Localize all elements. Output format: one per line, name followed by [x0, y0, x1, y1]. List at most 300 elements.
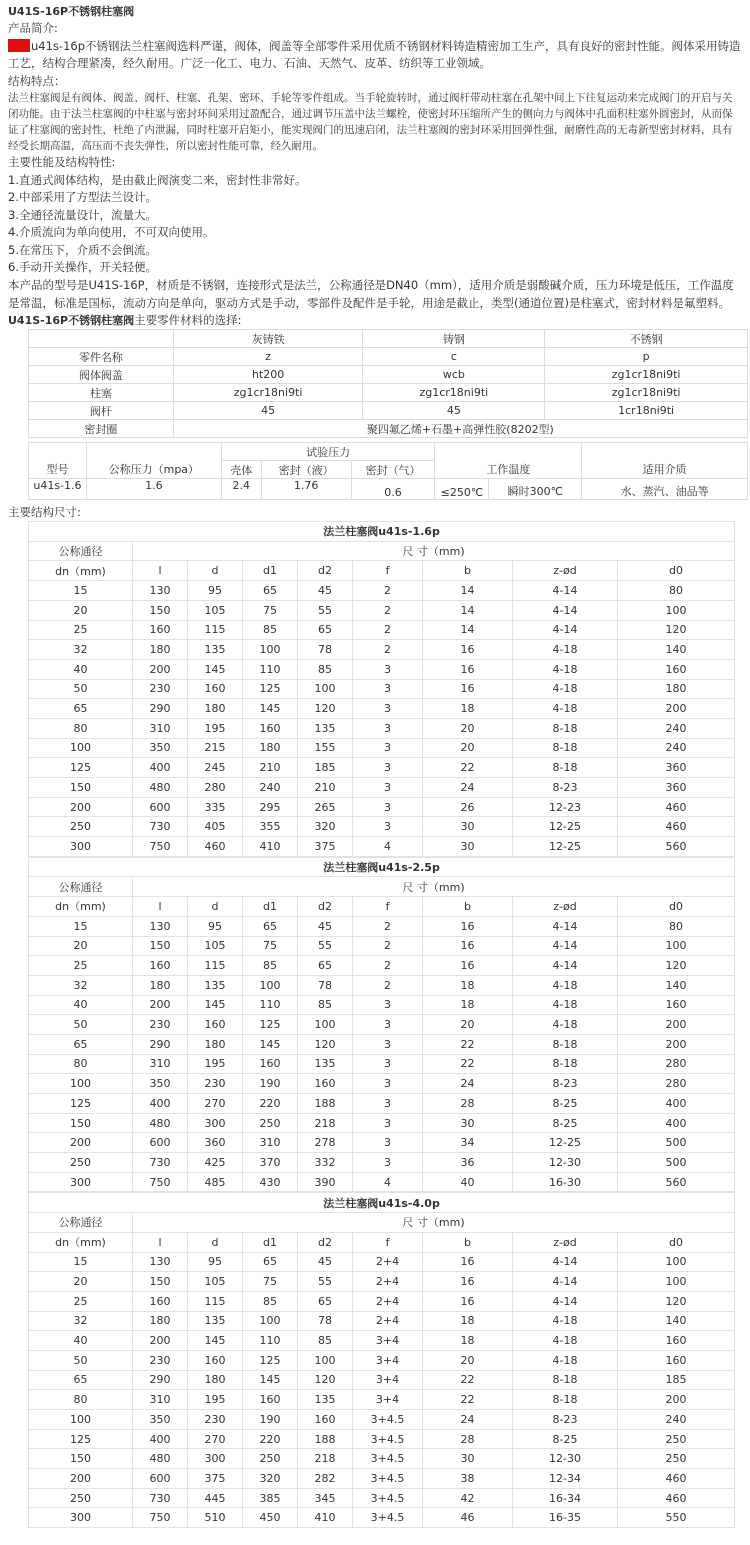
table-cell: dn（mm): [29, 897, 133, 917]
table-cell: 2: [353, 936, 423, 956]
table-row: [29, 600, 735, 620]
table-cell: 2: [353, 916, 423, 936]
table-cell: 8-25: [513, 1094, 618, 1114]
table-cell: 160: [133, 620, 188, 640]
table-cell: 80: [29, 1390, 133, 1410]
table-cell: 1.6: [86, 479, 221, 500]
table-cell: 230: [188, 1410, 243, 1430]
table-cell: wcb: [363, 366, 545, 384]
table-cell: 8-18: [513, 758, 618, 778]
table-cell: 150: [29, 778, 133, 798]
table-cell: 20: [423, 1015, 513, 1035]
dimension-tables: [28, 521, 734, 1528]
table-cell: 290: [133, 1370, 188, 1390]
table-cell: 65: [298, 956, 353, 976]
table-cell: 95: [188, 1252, 243, 1272]
table-cell: 25: [29, 620, 133, 640]
table-row: [29, 797, 735, 817]
table-cell: 105: [188, 936, 243, 956]
table-cell: 4-18: [513, 640, 618, 660]
table-cell: 36: [423, 1153, 513, 1173]
table-cell: 80: [618, 581, 735, 601]
table-cell: 尺 寸（mm): [133, 541, 735, 561]
table-title: 法兰柱塞阀u41s-4.0p: [29, 1193, 735, 1213]
table-cell: d0: [618, 897, 735, 917]
table-cell: 50: [29, 679, 133, 699]
table-cell: 730: [133, 1488, 188, 1508]
table-cell: 115: [188, 620, 243, 640]
table-cell: 55: [298, 936, 353, 956]
table-cell: 250: [29, 1488, 133, 1508]
table-cell: 200: [29, 797, 133, 817]
table-cell: 3: [353, 778, 423, 798]
table-row: [29, 366, 748, 384]
table-cell: 30: [423, 1449, 513, 1469]
intro-paragraph: [8, 38, 742, 73]
table-cell: 750: [133, 837, 188, 857]
table-cell: 335: [188, 797, 243, 817]
table-cell: 180: [188, 699, 243, 719]
table-cell: 105: [188, 600, 243, 620]
table-cell: 4-18: [513, 699, 618, 719]
table-cell: 3: [353, 758, 423, 778]
table-cell: 290: [133, 699, 188, 719]
table-cell: 公称通径: [29, 877, 133, 897]
table-cell: 135: [298, 718, 353, 738]
table-cell: l: [133, 1232, 188, 1252]
table-cell: 2.4: [221, 479, 261, 500]
table-cell: 8-23: [513, 1074, 618, 1094]
table-cell: 188: [298, 1094, 353, 1114]
table-cell: 410: [298, 1508, 353, 1528]
table-cell: 8-18: [513, 718, 618, 738]
table-cell: 250: [29, 817, 133, 837]
table-cell: d0: [618, 1232, 735, 1252]
table-cell: 250: [618, 1429, 735, 1449]
table-cell: 150: [133, 936, 188, 956]
table-cell: 730: [133, 1153, 188, 1173]
table-cell: 200: [133, 995, 188, 1015]
table-cell: 12-23: [513, 797, 618, 817]
table-cell: 28: [423, 1094, 513, 1114]
table-cell: 8-25: [513, 1113, 618, 1133]
table-cell: 32: [29, 975, 133, 995]
table-cell: 355: [243, 817, 298, 837]
table-cell: 125: [29, 1429, 133, 1449]
table-cell: 0.6: [351, 479, 435, 500]
table-cell: 15: [29, 916, 133, 936]
table-cell: 145: [188, 995, 243, 1015]
table-cell: 200: [29, 1133, 133, 1153]
table-row: [29, 1232, 735, 1252]
table-cell: 95: [188, 581, 243, 601]
table-cell: 42: [423, 1488, 513, 1508]
table-cell: 85: [298, 1331, 353, 1351]
table-cell: 瞬时300℃: [489, 479, 582, 500]
table-cell: zg1cr18ni9ti: [545, 366, 748, 384]
table-cell: 14: [423, 620, 513, 640]
table-cell: 100: [618, 936, 735, 956]
table-cell: 3: [353, 817, 423, 837]
table-cell: 50: [29, 1350, 133, 1370]
table-cell: 425: [188, 1153, 243, 1173]
table-cell: 铸钢: [363, 330, 545, 348]
table-cell: 3+4.5: [353, 1488, 423, 1508]
table-cell: 160: [618, 995, 735, 1015]
table-cell: 4-14: [513, 1291, 618, 1311]
feature-item: 5.在常压下，介质不会倒流。: [8, 242, 157, 257]
table-cell: 密封（气）: [351, 461, 435, 479]
table-cell: 3+4: [353, 1350, 423, 1370]
table-cell: 阀体阀盖: [29, 366, 174, 384]
table-cell: 370: [243, 1153, 298, 1173]
table-cell: 3+4: [353, 1331, 423, 1351]
table-cell: 8-25: [513, 1429, 618, 1449]
table-cell: 160: [618, 1350, 735, 1370]
table-row: [29, 581, 735, 601]
table-cell: 25: [29, 956, 133, 976]
table-cell: 78: [298, 975, 353, 995]
model-description: 本产品的型号是U41S-16P，材质是不锈钢，连接形式是法兰，公称通径是DN40（mm），适用介质是弱酸碱介质，压力环境是低压，工作温度是常温，标准是国标，流动方向是单向，驱动方式是手动，零部件及配件是手轮，用途是截止，类型(通道位置)是柱塞式，密封材料是氟塑料。: [8, 278, 734, 310]
table-cell: 3: [353, 1113, 423, 1133]
table-cell: b: [423, 1232, 513, 1252]
feature-item: 3.全通径流量设计，流量大。: [8, 207, 157, 222]
table-cell: 180: [133, 640, 188, 660]
table-cell: 120: [618, 1291, 735, 1311]
table-cell: 218: [298, 1449, 353, 1469]
feature-item: 1.直通式阀体结构，是由截止阀演变二来，密封性非常好。: [8, 172, 307, 187]
table-cell: 125: [29, 758, 133, 778]
table-cell: 40: [423, 1172, 513, 1192]
table-row: [29, 877, 735, 897]
table-cell: 250: [618, 1449, 735, 1469]
table-cell: 135: [188, 1311, 243, 1331]
table-cell: 240: [618, 718, 735, 738]
table-row: [29, 1213, 735, 1233]
table-cell: 460: [618, 817, 735, 837]
material-label: [8, 312, 742, 329]
table-cell: f: [353, 561, 423, 581]
table-row: [29, 897, 735, 917]
table-cell: 135: [188, 640, 243, 660]
table-cell: 2+4: [353, 1311, 423, 1331]
table-row: [29, 936, 735, 956]
table-cell: 410: [243, 837, 298, 857]
table-cell: 115: [188, 956, 243, 976]
dims-label: 主要结构尺寸:: [8, 505, 81, 520]
material-label-rest: 主要零件材料的选择:: [134, 313, 242, 328]
table-cell: 16: [423, 1272, 513, 1292]
table-cell: 40: [29, 995, 133, 1015]
table-row: [29, 1291, 735, 1311]
table-cell: 210: [298, 778, 353, 798]
table-cell: 16: [423, 936, 513, 956]
table-cell: 160: [243, 1054, 298, 1074]
table-cell: 135: [298, 1054, 353, 1074]
table-cell: 40: [29, 1331, 133, 1351]
table-cell: 16: [423, 916, 513, 936]
table-cell: 100: [243, 640, 298, 660]
table-cell: 160: [133, 956, 188, 976]
table-cell: 20: [423, 718, 513, 738]
dimension-table: [28, 1192, 735, 1528]
table-cell: 310: [133, 718, 188, 738]
table-cell: 75: [243, 936, 298, 956]
table-cell: dn（mm): [29, 561, 133, 581]
table-cell: 密封圈: [29, 420, 174, 438]
table-cell: 4-18: [513, 1311, 618, 1331]
table-cell: 210: [243, 758, 298, 778]
table-cell: 4-18: [513, 1015, 618, 1035]
table-cell: 360: [618, 758, 735, 778]
table-cell: 3: [353, 659, 423, 679]
table-cell: 4: [353, 1172, 423, 1192]
table-cell: 230: [133, 1015, 188, 1035]
table-cell: 400: [618, 1113, 735, 1133]
table-cell: 125: [29, 1094, 133, 1114]
table-cell: 310: [243, 1133, 298, 1153]
table-cell: 145: [243, 1370, 298, 1390]
table-cell: 18: [423, 995, 513, 1015]
table-cell: [435, 443, 582, 461]
table-cell: 125: [243, 1015, 298, 1035]
table-cell: 145: [188, 659, 243, 679]
table-cell: 适用介质: [582, 461, 748, 479]
table-cell: 100: [243, 975, 298, 995]
table-cell: 3+4.5: [353, 1508, 423, 1528]
table-row: [29, 1488, 735, 1508]
table-cell: 130: [133, 916, 188, 936]
table-cell: d1: [243, 1232, 298, 1252]
table-cell: 3+4.5: [353, 1429, 423, 1449]
table-cell: 8-23: [513, 778, 618, 798]
table-row: [29, 402, 748, 420]
table-cell: 3: [353, 1034, 423, 1054]
table-row: [29, 1252, 735, 1272]
table-cell: 460: [618, 1469, 735, 1489]
table-cell: 16: [423, 1252, 513, 1272]
table-row: [29, 1054, 735, 1074]
table-cell: 12-25: [513, 1133, 618, 1153]
material-table: [28, 329, 748, 438]
table-row: [29, 620, 735, 640]
table-cell: 3: [353, 1015, 423, 1035]
table-cell: 4: [353, 837, 423, 857]
table-cell: 100: [298, 1350, 353, 1370]
table-cell: 160: [188, 1350, 243, 1370]
table-cell: 阀杆: [29, 402, 174, 420]
table-cell: 195: [188, 1390, 243, 1410]
table-cell: 65: [29, 1370, 133, 1390]
table-cell: 300: [188, 1113, 243, 1133]
intro-heading: 产品简介:: [8, 21, 58, 35]
table-cell: 4-18: [513, 679, 618, 699]
table-cell: 4-14: [513, 1272, 618, 1292]
table-cell: 230: [133, 679, 188, 699]
features-list: [8, 172, 742, 278]
table-cell: 230: [133, 1350, 188, 1370]
table-cell: 240: [618, 1410, 735, 1430]
table-cell: 240: [618, 738, 735, 758]
table-cell: 工作温度: [435, 461, 582, 479]
table-cell: 30: [423, 1113, 513, 1133]
table-cell: 3+4: [353, 1370, 423, 1390]
table-cell: 16-35: [513, 1508, 618, 1528]
table-row: [29, 640, 735, 660]
table-cell: 200: [618, 1015, 735, 1035]
table-cell: 85: [298, 995, 353, 1015]
table-cell: z-ød: [513, 1232, 618, 1252]
table-cell: 160: [188, 1015, 243, 1035]
table-cell: 4-18: [513, 1331, 618, 1351]
table-cell: 20: [423, 738, 513, 758]
table-cell: 215: [188, 738, 243, 758]
table-cell: 100: [618, 600, 735, 620]
table-cell: l: [133, 897, 188, 917]
table-cell: d: [188, 561, 243, 581]
table-cell: 120: [618, 620, 735, 640]
table-cell: 4-14: [513, 1252, 618, 1272]
table-cell: 140: [618, 975, 735, 995]
table-cell: 46: [423, 1508, 513, 1528]
table-cell: 195: [188, 1054, 243, 1074]
table-cell: b: [423, 897, 513, 917]
table-cell: z-ød: [513, 897, 618, 917]
table-cell: 310: [133, 1390, 188, 1410]
table-cell: 278: [298, 1133, 353, 1153]
table-cell: d2: [298, 897, 353, 917]
table-cell: 100: [29, 1074, 133, 1094]
table-cell: 80: [29, 1054, 133, 1074]
table-row: [29, 1094, 735, 1114]
table-cell: 55: [298, 600, 353, 620]
table-cell: 270: [188, 1429, 243, 1449]
table-title: 法兰柱塞阀u41s-1.6p: [29, 522, 735, 542]
table-cell: 45: [173, 402, 363, 420]
table-row: [29, 1272, 735, 1292]
table-cell: 160: [298, 1074, 353, 1094]
table-cell: 20: [29, 1272, 133, 1292]
table-cell: 16: [423, 640, 513, 660]
table-cell: 200: [618, 699, 735, 719]
table-cell: 180: [133, 975, 188, 995]
table-cell: 2: [353, 975, 423, 995]
table-cell: 65: [243, 1252, 298, 1272]
product-title: U41S-16P不锈钢柱塞阀: [8, 5, 135, 18]
table-cell: 3: [353, 1153, 423, 1173]
feature-item: 2.中部采用了方型法兰设计。: [8, 190, 157, 205]
table-cell: 4-14: [513, 620, 618, 640]
table-cell: 55: [298, 1272, 353, 1292]
table-cell: 400: [133, 758, 188, 778]
table-row: [29, 1113, 735, 1133]
table-cell: 290: [133, 1034, 188, 1054]
table-cell: 160: [298, 1410, 353, 1430]
table-cell: 20: [29, 936, 133, 956]
table-cell: 2+4: [353, 1252, 423, 1272]
table-cell: 180: [188, 1034, 243, 1054]
table-cell: 300: [29, 837, 133, 857]
table-cell: 65: [243, 581, 298, 601]
table-cell: 460: [618, 1488, 735, 1508]
table-cell: 320: [243, 1469, 298, 1489]
table-cell: u41s-1.6: [29, 479, 87, 500]
table-cell: 65: [29, 1034, 133, 1054]
table-cell: 280: [188, 778, 243, 798]
table-cell: 20: [423, 1350, 513, 1370]
table-cell: c: [363, 348, 545, 366]
table-cell: 120: [298, 1370, 353, 1390]
table-cell: zg1cr18ni9ti: [363, 384, 545, 402]
table-cell: 14: [423, 600, 513, 620]
feature-item: 6.手动开关操作，开关轻便。: [8, 260, 157, 275]
table-cell: 320: [298, 817, 353, 837]
table-cell: 公称通径: [29, 1213, 133, 1233]
table-cell: 100: [618, 1272, 735, 1292]
table-cell: 180: [618, 679, 735, 699]
table-row: [29, 758, 735, 778]
table-row: [29, 916, 735, 936]
table-row: [29, 1429, 735, 1449]
table-cell: 100: [618, 1252, 735, 1272]
table-cell: 135: [188, 975, 243, 995]
table-cell: 3+4.5: [353, 1410, 423, 1430]
table-cell: 32: [29, 640, 133, 660]
table-cell: 16: [423, 1291, 513, 1311]
table-row: [29, 718, 735, 738]
table-cell: 15: [29, 1252, 133, 1272]
table-cell: 3+4.5: [353, 1449, 423, 1469]
table-cell: 水、蒸汽、油品等: [582, 479, 748, 500]
table-cell: 2: [353, 600, 423, 620]
table-cell: 195: [188, 718, 243, 738]
table-cell: 120: [618, 956, 735, 976]
table-cell: 尺 寸（mm): [133, 877, 735, 897]
table-cell: 85: [243, 956, 298, 976]
table-cell: 145: [243, 699, 298, 719]
table-cell: 218: [298, 1113, 353, 1133]
table-cell: 30: [423, 817, 513, 837]
dimension-table: [28, 521, 735, 857]
table-row: [29, 1390, 735, 1410]
table-cell: 130: [133, 581, 188, 601]
table-cell: 壳体: [221, 461, 261, 479]
table-cell: 4-14: [513, 581, 618, 601]
table-cell: 350: [133, 738, 188, 758]
table-cell: 300: [29, 1172, 133, 1192]
table-cell: 3: [353, 995, 423, 1015]
table-cell: 80: [29, 718, 133, 738]
table-row: [29, 1410, 735, 1430]
table-cell: 250: [243, 1449, 298, 1469]
table-row: [29, 778, 735, 798]
dimension-table: [28, 857, 735, 1193]
table-row: [29, 1074, 735, 1094]
table-cell: 22: [423, 758, 513, 778]
table-cell: 零件名称: [29, 348, 174, 366]
table-cell: 250: [243, 1113, 298, 1133]
table-cell: 8-18: [513, 1034, 618, 1054]
red-highlight-mark: [8, 39, 30, 52]
table-cell: 100: [298, 1015, 353, 1035]
table-cell: 4-18: [513, 975, 618, 995]
table-row: [29, 384, 748, 402]
table-cell: 460: [618, 797, 735, 817]
table-cell: 24: [423, 1074, 513, 1094]
table-row: [29, 956, 735, 976]
table-cell: 3: [353, 1054, 423, 1074]
table-cell: 375: [298, 837, 353, 857]
